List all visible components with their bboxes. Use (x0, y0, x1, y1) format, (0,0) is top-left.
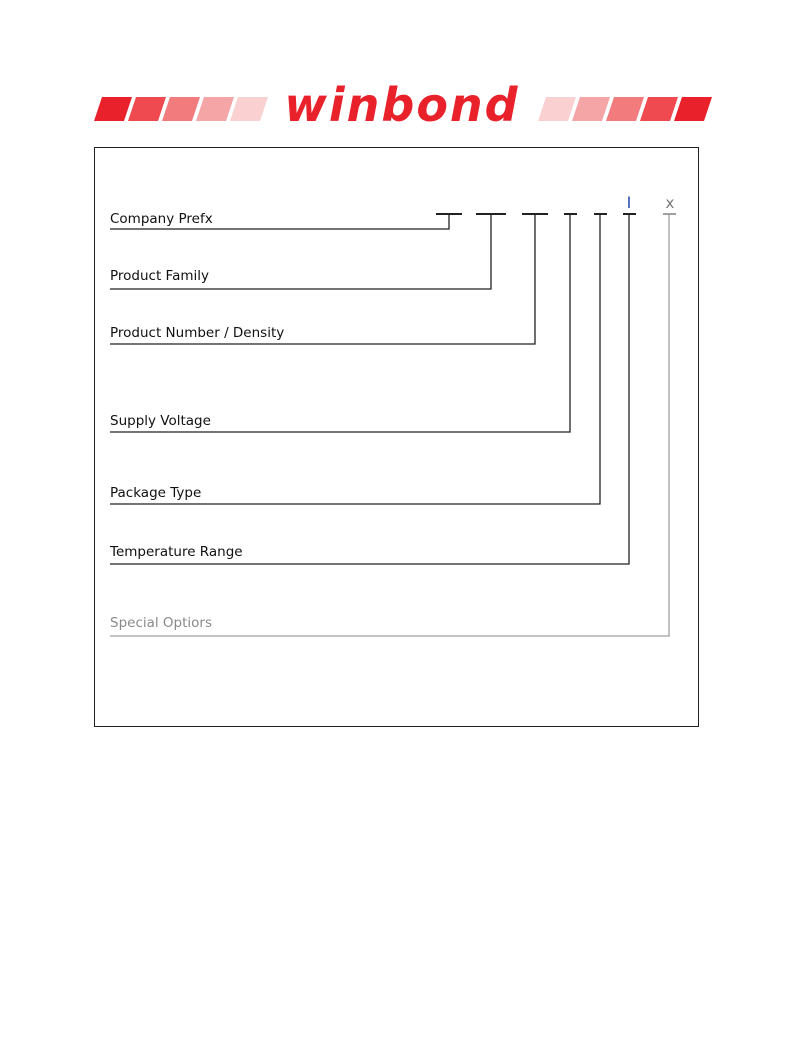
code-char-temperature: I (626, 193, 632, 212)
connector-lines (110, 214, 629, 564)
code-char-options: x (665, 194, 675, 212)
connector-temperature-range (110, 214, 629, 564)
label-temperature-range: Temperature Range (110, 544, 243, 560)
label-product-family: Product Family (110, 268, 209, 284)
label-special-options: Special Optiors (110, 615, 213, 631)
label-supply-voltage: Supply Voltage (110, 413, 211, 429)
label-company-prefix: Company Prefx (110, 211, 213, 227)
connector-package-type (110, 214, 600, 504)
connector-supply-voltage (110, 214, 570, 432)
logo-wordmark: winbond (284, 80, 520, 130)
label-package-type: Package Type (110, 485, 202, 501)
label-product-number-density: Product Number / Density (110, 325, 285, 341)
